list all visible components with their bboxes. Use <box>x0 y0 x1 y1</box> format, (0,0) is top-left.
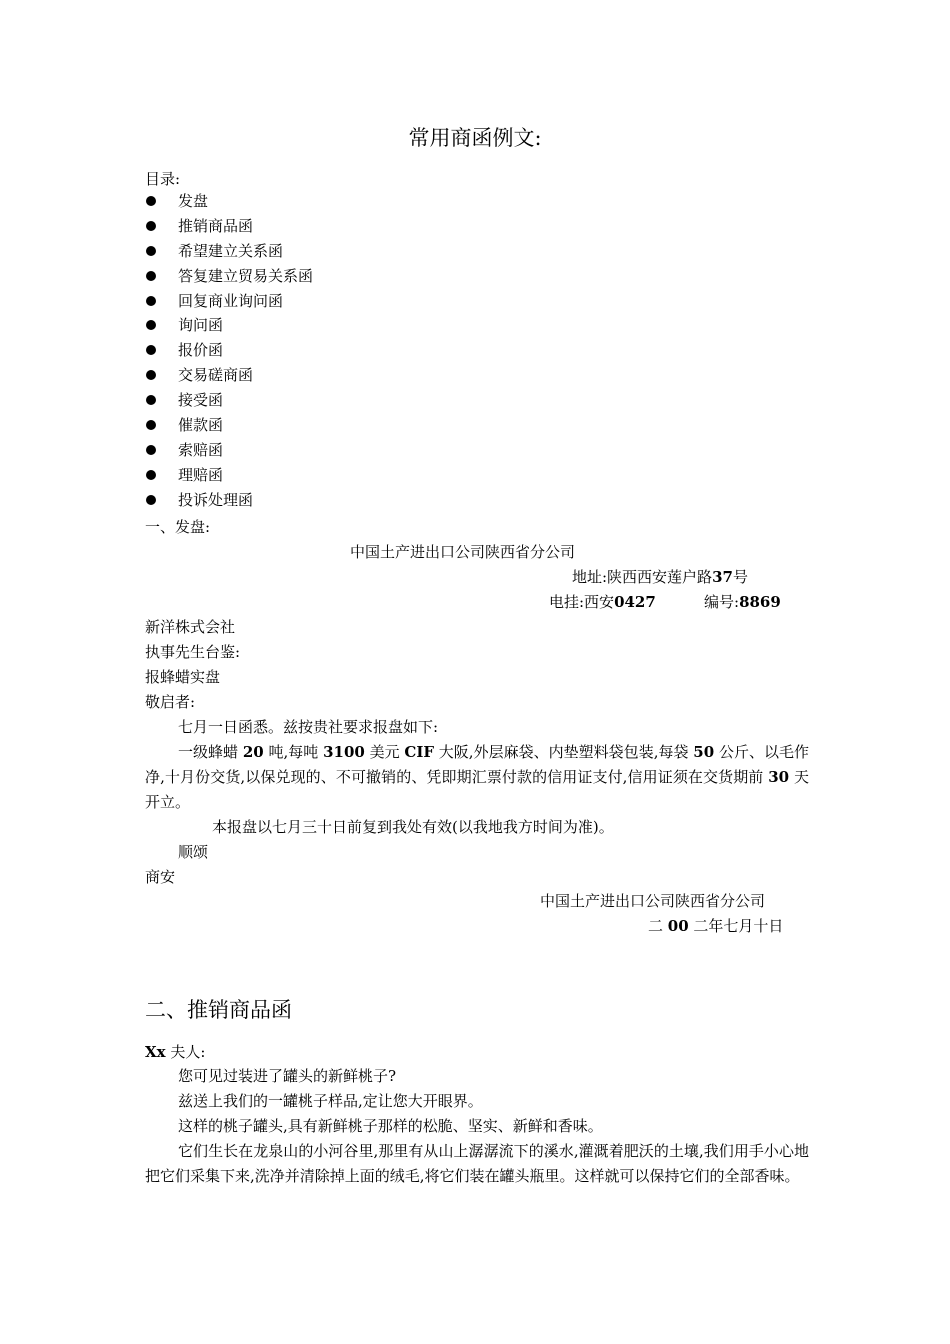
toc-item[interactable] <box>145 216 313 241</box>
toc-item-label: 报价函 <box>178 341 224 360</box>
paragraph: 兹送上我们的一罐桃子样品,定让您大开眼界。 <box>178 1092 483 1110</box>
toc-item-label: 推销商品函 <box>178 216 254 235</box>
toc-item-label: 回复商业询问函 <box>178 291 284 310</box>
toc-item-label: 发盘 <box>178 192 209 210</box>
paragraph: 它们生长在龙泉山的小河谷里,那里有从山上潺潺流下的溪水,灌溉着肥沃的土壤,我们用手小心地把它们采集下来,洗净并清除掉上面的绒毛,将它们装在罐头瓶里。这样就可以保持它们的全部香味。 <box>145 1142 809 1185</box>
toc-item[interactable] <box>145 415 313 440</box>
bullet-icon <box>146 246 156 256</box>
toc-item-label: 投诉处理函 <box>178 490 254 509</box>
toc-item-label: 答复建立贸易关系函 <box>178 266 314 285</box>
bullet-icon <box>146 296 156 306</box>
toc-item-label: 接受函 <box>178 391 224 410</box>
paragraph: 您可见过装进了罐头的新鲜桃子? <box>178 1067 397 1085</box>
bullet-icon <box>146 196 156 206</box>
validity-paragraph: 本报盘以七月三十日前复到我处有效(以我地我方时间为准)。 <box>212 818 614 836</box>
toc-item-label: 索赔函 <box>178 440 224 459</box>
subject-line: 报蜂蜡实盘 <box>145 668 221 686</box>
address-number: 37 <box>712 568 733 586</box>
text: 美元 <box>364 743 405 761</box>
offer-paragraph <box>145 740 809 815</box>
signature-company: 中国土产进出口公司陕西省分公司 <box>540 892 766 910</box>
toc-item[interactable] <box>145 340 313 365</box>
address-label: 地址:陕西西安莲户路 <box>572 568 713 586</box>
toc-item[interactable] <box>145 440 313 465</box>
paragraph: 七月一日函悉。兹按贵社要求报盘如下: <box>178 718 439 736</box>
letterhead-code <box>704 591 781 612</box>
section-heading: 二、推销商品函 <box>145 998 292 1022</box>
toc-item[interactable] <box>145 241 313 266</box>
bullet-icon <box>146 221 156 231</box>
opening: 敬启者: <box>145 693 196 711</box>
letterhead-telegraph <box>549 591 656 612</box>
quantity: 20 <box>242 743 264 761</box>
toc-item[interactable] <box>145 266 313 291</box>
toc-item[interactable] <box>145 365 313 390</box>
letter-date <box>648 915 783 936</box>
telegraph-number: 0427 <box>614 593 656 611</box>
salutation: 执事先生台鉴: <box>145 643 241 661</box>
paragraph: 这样的桃子罐头,具有新鲜桃子那样的松脆、坚实、新鲜和香味。 <box>178 1117 603 1135</box>
closing-line: 顺颂 <box>178 843 209 861</box>
toc-item[interactable] <box>145 315 313 340</box>
bullet-icon <box>146 345 156 355</box>
greeting-name: Xx <box>145 1043 166 1061</box>
toc-item-label: 交易磋商函 <box>178 366 254 385</box>
bullet-icon <box>146 320 156 330</box>
trade-term: CIF <box>404 743 435 761</box>
bullet-icon <box>146 395 156 405</box>
date-year: 00 <box>667 917 689 935</box>
bullet-icon <box>146 445 156 455</box>
address-suffix: 号 <box>732 568 748 586</box>
toc-heading: 目录: <box>145 170 181 188</box>
date-text: 二 <box>648 917 668 935</box>
toc-item[interactable] <box>145 465 313 490</box>
toc-item[interactable] <box>145 490 313 515</box>
greeting-text: 夫人: <box>165 1043 206 1061</box>
text: 大阪,外层麻袋、内垫塑料袋包装,每袋 <box>434 743 694 761</box>
text: 一级蜂蜡 <box>178 743 243 761</box>
toc-item[interactable] <box>145 390 313 415</box>
date-text: 二年七月十日 <box>688 917 784 935</box>
page-title: 常用商函例文: <box>408 126 542 150</box>
code-label: 编号: <box>704 593 740 611</box>
price: 3100 <box>323 743 365 761</box>
bullet-icon <box>146 470 156 480</box>
table-of-contents <box>145 191 313 515</box>
bullet-icon <box>146 495 156 505</box>
days: 30 <box>768 768 790 786</box>
telegraph-label: 电挂:西安 <box>549 593 615 611</box>
bag-weight: 50 <box>693 743 715 761</box>
bullet-icon <box>146 420 156 430</box>
letterhead-address <box>572 566 748 587</box>
toc-item-label: 希望建立关系函 <box>178 241 284 260</box>
toc-item-label: 催款函 <box>178 416 224 435</box>
text: 公斤、以毛作净,十月份交货,以保兑现的、不可撤销的、凭即期汇票付款的信用证支付,信用证须在交货期前 <box>145 743 809 786</box>
letterhead-company: 中国土产进出口公司陕西省分公司 <box>350 543 576 561</box>
toc-item[interactable] <box>145 191 313 216</box>
text: 吨,每吨 <box>263 743 324 761</box>
text: 天开立。 <box>145 768 809 811</box>
code-number: 8869 <box>739 593 781 611</box>
section-heading: 一、发盘: <box>145 518 211 536</box>
recipient: 新洋株式会社 <box>145 618 236 636</box>
bullet-icon <box>146 271 156 281</box>
toc-item-label: 理赔函 <box>178 465 224 484</box>
toc-item[interactable] <box>145 291 313 316</box>
bullet-icon <box>146 370 156 380</box>
toc-item-label: 询问函 <box>178 316 224 335</box>
greeting <box>145 1041 205 1062</box>
closing-line: 商安 <box>145 868 176 886</box>
